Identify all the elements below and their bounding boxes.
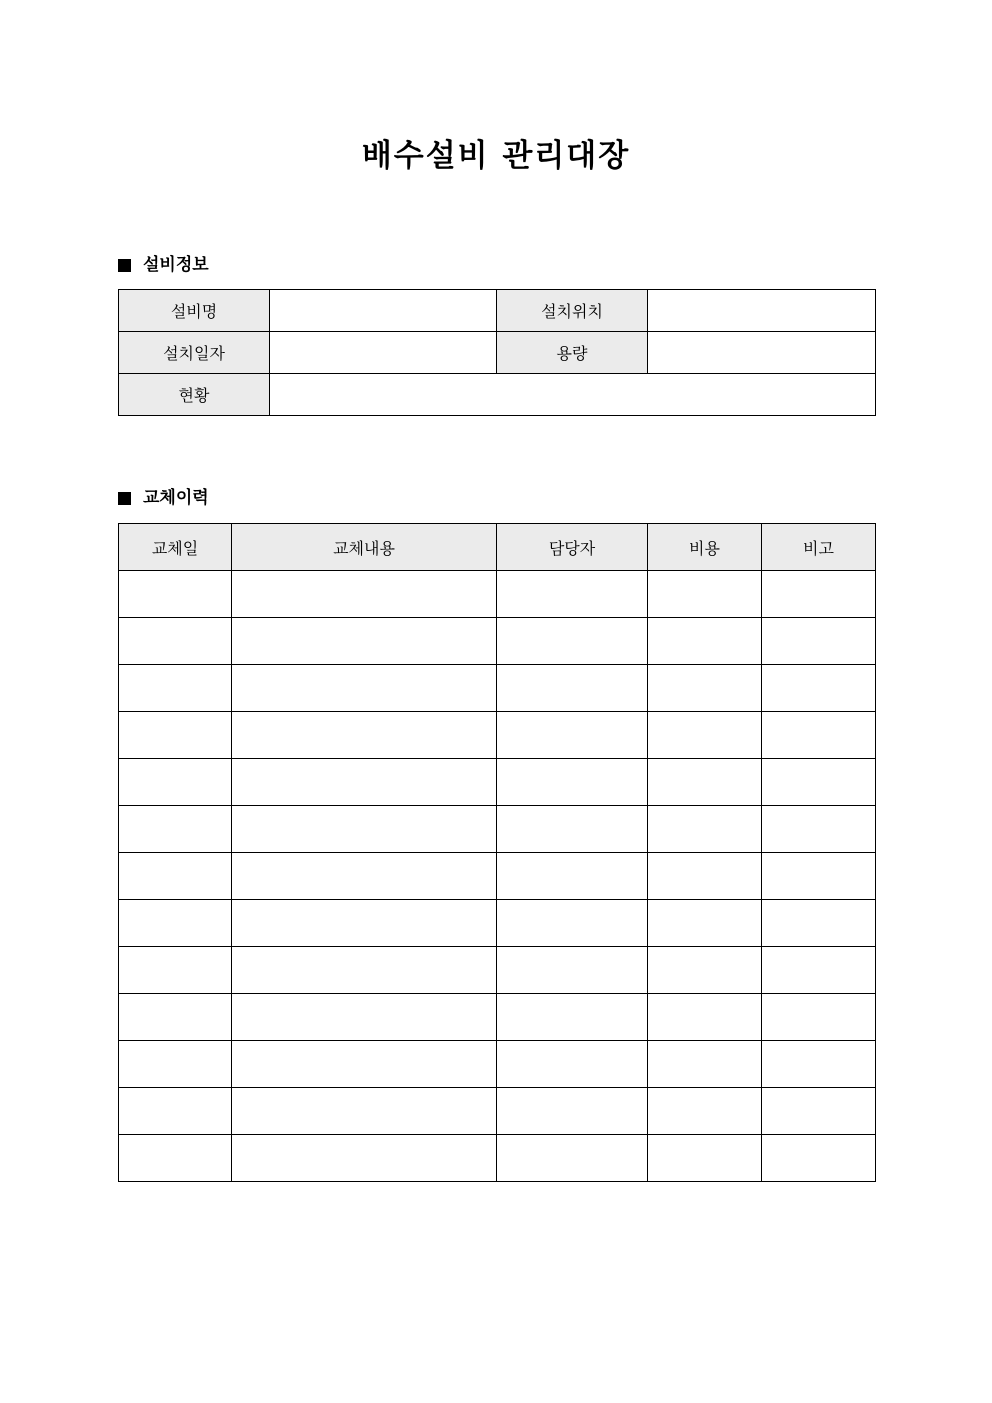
cell-replacement-details[interactable] [232,1088,497,1135]
cell-cost[interactable] [648,1088,762,1135]
cell-replacement-date[interactable] [119,1135,232,1182]
field-install-date[interactable] [270,332,497,374]
page-title: 배수설비 관리대장 [361,138,631,174]
cell-replacement-details[interactable] [232,853,497,900]
label-equipment-name: 설비명 [119,290,270,332]
cell-person-in-charge[interactable] [497,900,648,947]
cell-remarks[interactable] [762,618,876,665]
cell-replacement-date[interactable] [119,806,232,853]
cell-remarks[interactable] [762,1041,876,1088]
table-row [119,1135,876,1182]
cell-replacement-details[interactable] [232,712,497,759]
cell-person-in-charge[interactable] [497,665,648,712]
table-row [119,853,876,900]
column-header-replacement-date: 교체일 [119,524,232,571]
table-row [119,618,876,665]
section-heading-replacement-history [118,486,209,510]
table-row [119,332,876,374]
cell-person-in-charge[interactable] [497,571,648,618]
cell-replacement-date[interactable] [119,571,232,618]
table-row [119,994,876,1041]
cell-replacement-date[interactable] [119,618,232,665]
square-bullet-icon [118,259,131,272]
cell-cost[interactable] [648,900,762,947]
cell-person-in-charge[interactable] [497,712,648,759]
cell-remarks[interactable] [762,759,876,806]
cell-replacement-details[interactable] [232,571,497,618]
cell-replacement-details[interactable] [232,994,497,1041]
section-heading-label: 교체이력 [143,488,209,508]
square-bullet-icon [118,492,131,505]
cell-cost[interactable] [648,571,762,618]
replacement-history-body [119,571,876,1182]
cell-replacement-date[interactable] [119,1088,232,1135]
column-header-person-in-charge: 담당자 [497,524,648,571]
cell-replacement-date[interactable] [119,1041,232,1088]
cell-person-in-charge[interactable] [497,618,648,665]
table-header-row [119,524,876,571]
cell-remarks[interactable] [762,900,876,947]
cell-person-in-charge[interactable] [497,1041,648,1088]
cell-cost[interactable] [648,1135,762,1182]
cell-replacement-date[interactable] [119,712,232,759]
table-row [119,665,876,712]
cell-replacement-date[interactable] [119,665,232,712]
cell-replacement-details[interactable] [232,947,497,994]
cell-person-in-charge[interactable] [497,947,648,994]
field-install-location[interactable] [648,290,876,332]
column-header-replacement-details: 교체내용 [232,524,497,571]
label-install-location: 설치위치 [497,290,648,332]
table-row [119,374,876,416]
column-header-cost: 비용 [648,524,762,571]
cell-cost[interactable] [648,618,762,665]
cell-cost[interactable] [648,665,762,712]
cell-replacement-date[interactable] [119,947,232,994]
section-heading-equipment-info [118,253,209,277]
field-capacity[interactable] [648,332,876,374]
cell-cost[interactable] [648,853,762,900]
cell-person-in-charge[interactable] [497,1135,648,1182]
cell-remarks[interactable] [762,571,876,618]
table-row [119,806,876,853]
cell-replacement-date[interactable] [119,853,232,900]
cell-cost[interactable] [648,947,762,994]
label-install-date: 설치일자 [119,332,270,374]
table-row [119,1041,876,1088]
cell-remarks[interactable] [762,994,876,1041]
cell-remarks[interactable] [762,853,876,900]
replacement-history-table [118,523,876,1182]
cell-remarks[interactable] [762,1135,876,1182]
cell-remarks[interactable] [762,947,876,994]
cell-remarks[interactable] [762,712,876,759]
table-row [119,900,876,947]
cell-person-in-charge[interactable] [497,853,648,900]
table-row [119,712,876,759]
cell-replacement-details[interactable] [232,806,497,853]
cell-remarks[interactable] [762,806,876,853]
cell-person-in-charge[interactable] [497,994,648,1041]
cell-replacement-date[interactable] [119,900,232,947]
table-row [119,947,876,994]
field-equipment-name[interactable] [270,290,497,332]
cell-replacement-details[interactable] [232,1135,497,1182]
cell-cost[interactable] [648,1041,762,1088]
equipment-info-table [118,289,876,416]
label-status: 현황 [119,374,270,416]
cell-replacement-details[interactable] [232,1041,497,1088]
label-capacity: 용량 [497,332,648,374]
cell-remarks[interactable] [762,665,876,712]
table-row [119,571,876,618]
cell-person-in-charge[interactable] [497,806,648,853]
cell-person-in-charge[interactable] [497,1088,648,1135]
table-row [119,1088,876,1135]
cell-replacement-details[interactable] [232,900,497,947]
cell-replacement-date[interactable] [119,759,232,806]
cell-cost[interactable] [648,994,762,1041]
cell-replacement-details[interactable] [232,759,497,806]
section-heading-label: 설비정보 [143,255,209,275]
table-row [119,759,876,806]
cell-replacement-date[interactable] [119,994,232,1041]
field-status[interactable] [270,374,876,416]
cell-person-in-charge[interactable] [497,759,648,806]
cell-cost[interactable] [648,806,762,853]
cell-remarks[interactable] [762,1088,876,1135]
column-header-remarks: 비고 [762,524,876,571]
cell-replacement-details[interactable] [232,665,497,712]
cell-cost[interactable] [648,759,762,806]
cell-cost[interactable] [648,712,762,759]
cell-replacement-details[interactable] [232,618,497,665]
table-row [119,290,876,332]
